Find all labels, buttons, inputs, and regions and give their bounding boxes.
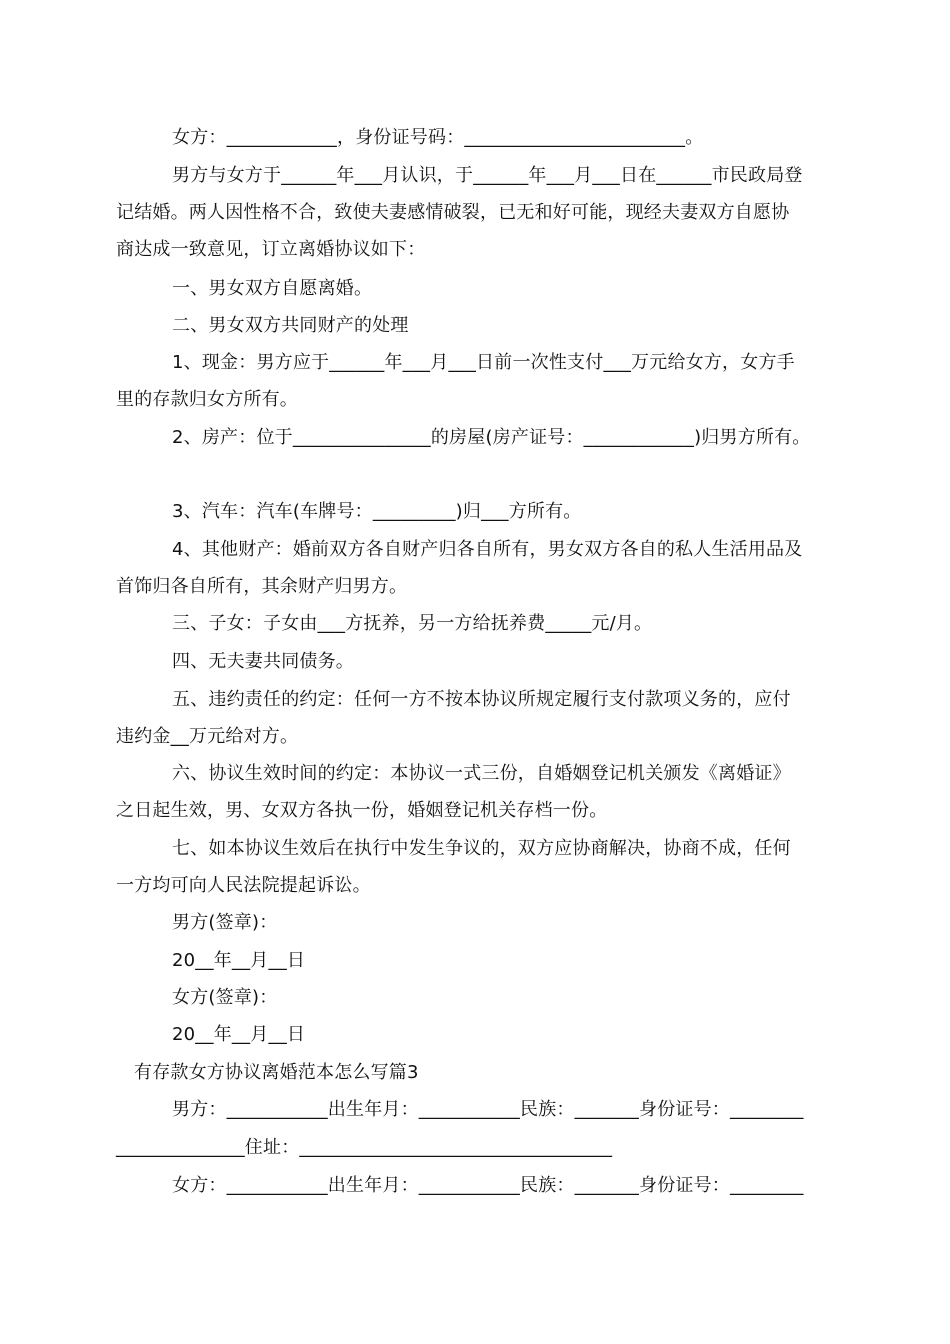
marriage-breakdown-line: 记结婚。两人因性格不合，致使夫妻感情破裂，已无和好可能，现经夫妻双方自愿协 [116,202,790,223]
female-party-id-line: 女方：____________，身份证号码：________________________。 [172,127,704,148]
male-party-info-line-1: 男方：___________出生年月：___________民族：_______身份证号：________ [172,1099,804,1120]
clause-3-children: 三、子女：子女由___方抚养，另一方给抚养费_____元/月。 [172,613,653,634]
acquaintance-marriage-line: 男方与女方于______年___月认识，于______年___月___日在______市民政局登 [172,165,803,186]
female-signature-line: 女方(签章)： [172,987,278,1008]
clause-2-heading: 二、男女双方共同财产的处理 [172,315,409,336]
clause-7-line-1: 七、如本协议生效后在执行中发生争议的，双方应协商解决，协商不成，任何 [172,838,791,859]
clause-1: 一、男女双方自愿离婚。 [172,278,373,299]
male-signature-date: 20__年__月__日 [172,950,306,971]
clause-4-debts: 四、无夫妻共同债务。 [172,651,354,672]
agreement-intro-line: 商达成一致意见，订立离婚协议如下： [116,239,426,260]
clause-2-other-property-line-1: 4、其他财产：婚前双方各自财产归各自所有，男女双方各自的私人生活用品及 [172,539,803,560]
clause-2-cash-line-2: 里的存款归女方所有。 [116,389,298,410]
female-party-info-line-1: 女方：___________出生年月：___________民族：_______身份证号：________ [172,1175,804,1196]
clause-6-line-2: 之日起生效，男、女双方各执一份，婚姻登记机关存档一份。 [116,800,608,821]
clause-6-line-1: 六、协议生效时间的约定：本协议一式三份，自婚姻登记机关颁发《离婚证》 [172,763,791,784]
clause-7-line-2: 一方均可向人民法院提起诉讼。 [116,875,371,896]
clause-2-other-property-line-2: 首饰归各自所有，其余财产归男方。 [116,576,408,597]
male-party-info-line-2: ______________住址：__________________________________ [116,1137,613,1158]
clause-2-property-line: 2、房产：位于_______________的房屋(房产证号：____________)归男方所有。 [172,427,811,448]
male-signature-line: 男方(签章)： [172,912,278,933]
section-heading-3: 有存款女方协议离婚范本怎么写篇3 [134,1062,419,1083]
clause-5-line-1: 五、违约责任的约定：任何一方不按本协议所规定履行支付款项义务的，应付 [172,689,791,710]
clause-2-car-line: 3、汽车：汽车(车牌号：_________)归___方所有。 [172,501,582,522]
clause-5-line-2: 违约金__万元给对方。 [116,726,299,747]
clause-2-cash-line-1: 1、现金：男方应于______年___月___日前一次性支付___万元给女方，女方手 [172,352,795,373]
female-signature-date: 20__年__月__日 [172,1024,306,1045]
